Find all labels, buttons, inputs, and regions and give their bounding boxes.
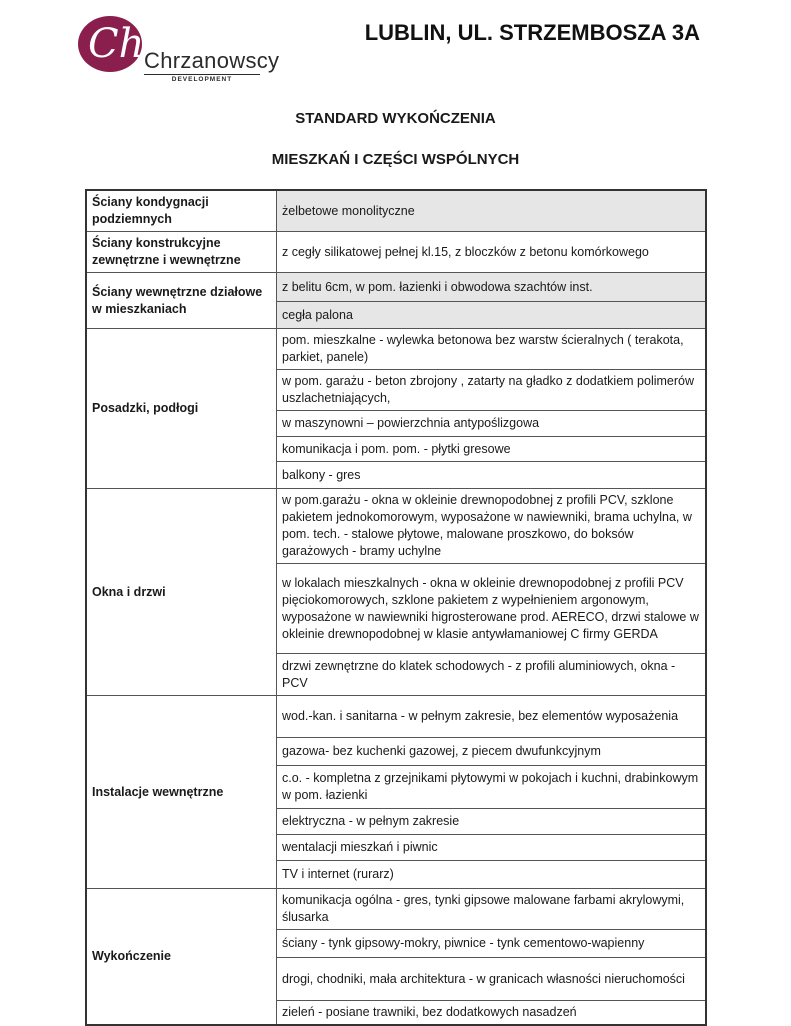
- logo-monogram: Ch: [88, 21, 145, 67]
- description-cell: żelbetowe monolityczne: [277, 190, 707, 232]
- table-row: [86, 232, 706, 273]
- logo-tagline: DEVELOPMENT: [144, 74, 260, 83]
- description-cell: w lokalach mieszkalnych - okna w okleinie drewnopodobnej z profili PCV pięciokomorowych, szklone pakietem z wypełnieniem argonowym, wyposażone w nawiewniki higrosterowane prod. AERECO, drzwi stalowe w okleinie drewnopodobnej w klasie antywłamaniowej C firmy GERDA: [277, 564, 707, 654]
- table-row: [86, 889, 706, 930]
- description-cell: drogi, chodniki, mała architektura - w granicach własności nieruchomości: [277, 958, 707, 1001]
- description-cell: balkony - gres: [277, 462, 707, 489]
- category-cell: Posadzki, podłogi: [86, 329, 277, 489]
- description-cell: drzwi zewnętrzne do klatek schodowych - z profili aluminiowych, okna - PCV: [277, 654, 707, 696]
- description-cell: w pom. garażu - beton zbrojony , zatarty na gładko z dodatkiem polimerów uszlachetniających,: [277, 370, 707, 411]
- table-row: [86, 489, 706, 564]
- table-row: [86, 190, 706, 232]
- description-cell: cegła palona: [277, 302, 707, 329]
- category-cell: Ściany wewnętrzne działowe w mieszkaniach: [86, 273, 277, 329]
- description-cell: komunikacja ogólna - gres, tynki gipsowe malowane farbami akrylowymi, ślusarka: [277, 889, 707, 930]
- description-cell: c.o. - kompletna z grzejnikami płytowymi w pokojach i kuchni, drabinkowym w pom. łazienki: [277, 766, 707, 809]
- specification-table: [85, 189, 707, 1026]
- category-cell: Instalacje wewnętrzne: [86, 696, 277, 889]
- description-cell: zieleń - posiane trawniki, bez dodatkowych nasadzeń: [277, 1001, 707, 1026]
- description-cell: gazowa- bez kuchenki gazowej, z piecem dwufunkcyjnym: [277, 738, 707, 766]
- description-cell: elektryczna - w pełnym zakresie: [277, 809, 707, 835]
- description-cell: komunikacja i pom. pom. - płytki gresowe: [277, 437, 707, 462]
- description-cell: w pom.garażu - okna w okleinie drewnopodobnej z profili PCV, szklone pakietem jednokomorowym, wyposażone w nawiewniki, brama uchylna, w pom. tech. - stalowe płytowe, malowane proszkowo, do boksów garażowych - bramy uchylne: [277, 489, 707, 564]
- description-cell: z belitu 6cm, w pom. łazienki i obwodowa szachtów inst.: [277, 273, 707, 302]
- page-subtitle: MIESZKAŃ I CZĘŚCI WSPÓLNYCH: [271, 151, 520, 168]
- address-heading: LUBLIN, UL. STRZEMBOSZA 3A: [364, 20, 700, 45]
- category-cell: Wykończenie: [86, 889, 277, 1026]
- description-cell: TV i internet (rurarz): [277, 861, 707, 889]
- table-row: [86, 696, 706, 738]
- category-cell: Okna i drzwi: [86, 489, 277, 696]
- logo-name: Chrzanowscy: [144, 48, 280, 73]
- table-row: [86, 273, 706, 302]
- table-row: [86, 329, 706, 370]
- company-logo: [78, 14, 280, 84]
- category-cell: Ściany konstrukcyjne zewnętrzne i wewnętrzne: [86, 232, 277, 273]
- description-cell: w maszynowni – powierzchnia antypoślizgowa: [277, 411, 707, 437]
- description-cell: wentalacji mieszkań i piwnic: [277, 835, 707, 861]
- description-cell: ściany - tynk gipsowy-mokry, piwnice - tynk cementowo-wapienny: [277, 930, 707, 958]
- description-cell: pom. mieszkalne - wylewka betonowa bez warstw ścieralnych ( terakota, parkiet, panele): [277, 329, 707, 370]
- category-cell: Ściany kondygnacji podziemnych: [86, 190, 277, 232]
- description-cell: z cegły silikatowej pełnej kl.15, z bloczków z betonu komórkowego: [277, 232, 707, 273]
- page-title: STANDARD WYKOŃCZENIA: [295, 110, 496, 127]
- description-cell: wod.-kan. i sanitarna - w pełnym zakresie, bez elementów wyposażenia: [277, 696, 707, 738]
